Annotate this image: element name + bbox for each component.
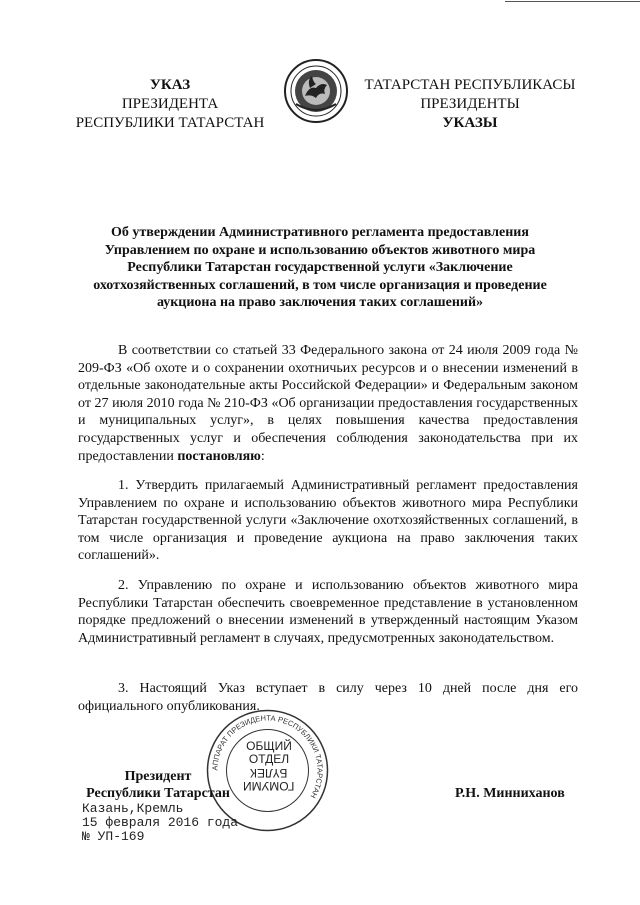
stamp-line2: ОТДЕЛ: [248, 752, 290, 766]
header-right: [355, 76, 585, 133]
tatarstan-emblem-icon: [283, 58, 349, 124]
preamble-text: В соответствии со статьей 33 Федерального закона от 24 июля 2009 года № 209-ФЗ «Об охоте и о сохранении охотничьих ресурсов и о внесении изменений в отдельные законодательные акты Российской Федерации» и Федеральным законом от 27 июля 2010 года № 210-ФЗ «Об организации предоставления государственных и муниципальных услуг», в целях повышения качества предоставления государственных услуг и обеспечения соблюдения законодательства при их предоставлении: [78, 343, 578, 464]
stamp-line1: ОБЩИЙ: [246, 739, 292, 753]
header-left-line3: РЕСПУБЛИКИ ТАТАРСТАН: [75, 115, 265, 131]
signatory-title-line2: Республики Татарстан: [86, 786, 230, 801]
footer-block: [82, 802, 238, 844]
document-title: Об утверждении Административного регламента предоставления Управлением по охране и использованию объектов животного мира Республики Татарстан государственной услуги «Заключение охотхозяйственных соглашений, в том числе организация и проведение аукциона на право заключения таких соглашений»: [93, 225, 547, 310]
header-right-line2: ПРЕЗИДЕНТЫ: [420, 96, 520, 112]
stamp-inner-text: [239, 740, 299, 792]
header-left-line2: ПРЕЗИДЕНТА: [121, 96, 219, 112]
footer-date: 15 февраля 2016 года: [82, 815, 239, 830]
footer-place: Казань,Кремль: [82, 801, 184, 816]
stamp-line4: ГОМУМИ: [243, 779, 295, 793]
item-1: 1. Утвердить прилагаемый Административный регламент предоставления Управлением по охране и использованию объектов животного мира Республики Татарстан государственной услуги «Заключение охотхозяйственных соглашений, в том числе организация и проведение аукциона на право заключения таких соглашений».: [78, 478, 578, 564]
signatory-title-line1: Президент: [124, 769, 192, 784]
decree-word: постановляю: [177, 448, 261, 464]
signatory-title: [78, 768, 238, 802]
stamp-ring-textpath: АППАРАТ ПРЕЗИДЕНТА РЕСПУБЛИКИ ТАТАРСТАН: [210, 713, 325, 800]
item-2: 2. Управлению по охране и использованию объектов животного мира Республики Татарстан обеспечить своевременное представление в установленном порядке предложений о внесении изменений в утвержденный настоящим Указом Административный регламент в случаях, предусмотренных законодательством.: [78, 578, 578, 646]
header-right-line1: ТАТАРСТАН РЕСПУБЛИКАСЫ: [364, 77, 576, 93]
item-3: 3. Настоящий Указ вступает в силу через 10 дней после дня его официального опубликования.: [78, 681, 578, 714]
header-left-line1: УКАЗ: [149, 77, 191, 93]
signatory-name: Р.Н. Минниханов: [455, 786, 565, 801]
stamp-line3: БҮЛЕК: [250, 766, 288, 780]
preamble-paragraph: [78, 342, 578, 465]
preamble-end: :: [260, 448, 265, 464]
footer-number: № УП-169: [82, 829, 145, 844]
header-left: [70, 76, 270, 133]
header-right-line3: УКАЗЫ: [442, 115, 498, 131]
top-edge-line: [505, 1, 640, 2]
